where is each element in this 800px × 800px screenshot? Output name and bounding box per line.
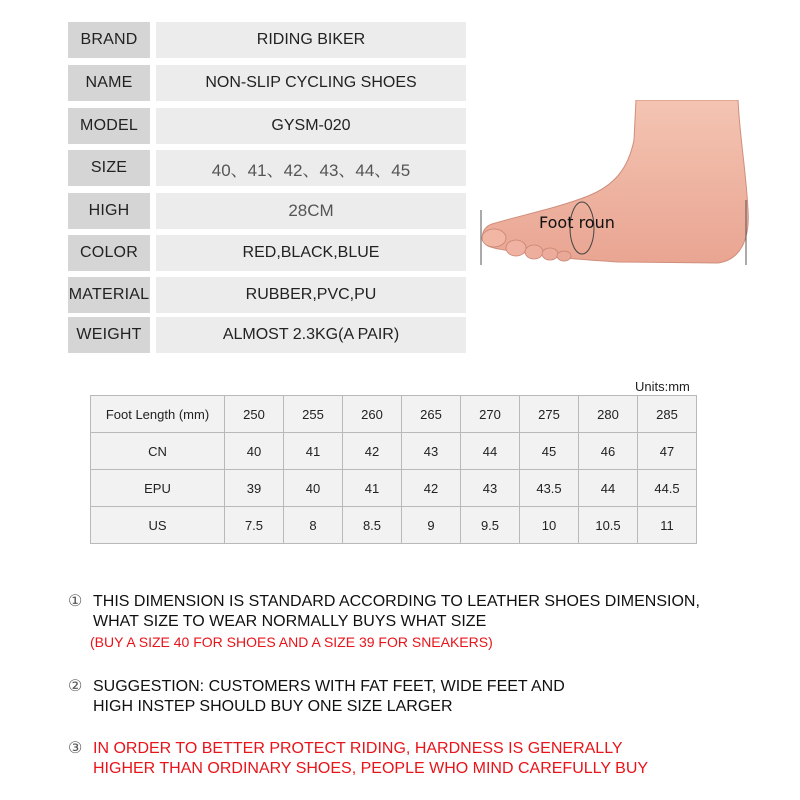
table-cell: 11 bbox=[638, 507, 697, 544]
table-cell: 42 bbox=[343, 433, 402, 470]
note-marker: ② bbox=[68, 678, 83, 695]
table-cell: 45 bbox=[520, 433, 579, 470]
note-line: THIS DIMENSION IS STANDARD ACCORDING TO LEATHER SHOES DIMENSION, bbox=[93, 593, 700, 610]
table-row bbox=[91, 396, 697, 433]
note-2 bbox=[68, 677, 565, 717]
spec-label: COLOR bbox=[68, 235, 150, 271]
table-cell: 9.5 bbox=[461, 507, 520, 544]
table-cell: 43.5 bbox=[520, 470, 579, 507]
spec-value: 40、41、42、43、44、45 bbox=[156, 150, 466, 186]
spec-label: MATERIAL bbox=[68, 277, 150, 313]
foot-illustration bbox=[478, 100, 756, 270]
table-cell: 7.5 bbox=[225, 507, 284, 544]
table-cell: 41 bbox=[343, 470, 402, 507]
table-cell: 285 bbox=[638, 396, 697, 433]
table-cell: 10 bbox=[520, 507, 579, 544]
spec-value: 28CM bbox=[156, 193, 466, 229]
table-cell: 280 bbox=[579, 396, 638, 433]
table-row bbox=[91, 433, 697, 470]
spec-value: GYSM-020 bbox=[156, 108, 466, 144]
note-marker: ① bbox=[68, 593, 83, 610]
foot-round-label: Foot roun bbox=[539, 213, 615, 232]
note-line: HIGH INSTEP SHOULD BUY ONE SIZE LARGER bbox=[93, 698, 453, 715]
table-cell: 9 bbox=[402, 507, 461, 544]
table-row bbox=[91, 507, 697, 544]
note-line: SUGGESTION: CUSTOMERS WITH FAT FEET, WIDE FEET AND bbox=[93, 678, 565, 695]
table-cell: 42 bbox=[402, 470, 461, 507]
spec-value: RUBBER,PVC,PU bbox=[156, 277, 466, 313]
table-cell: 8.5 bbox=[343, 507, 402, 544]
note-line: HIGHER THAN ORDINARY SHOES, PEOPLE WHO MIND CAREFULLY BUY bbox=[93, 760, 649, 777]
spec-label: MODEL bbox=[68, 108, 150, 144]
table-cell: 270 bbox=[461, 396, 520, 433]
note-subnote: (BUY A SIZE 40 FOR SHOES AND A SIZE 39 FOR SNEAKERS) bbox=[90, 634, 493, 650]
table-cell: 255 bbox=[284, 396, 343, 433]
note-marker: ③ bbox=[68, 740, 83, 757]
table-cell: 39 bbox=[225, 470, 284, 507]
spec-value: NON-SLIP CYCLING SHOES bbox=[156, 65, 466, 101]
table-cell: 46 bbox=[579, 433, 638, 470]
note-1 bbox=[68, 592, 700, 652]
table-cell: 260 bbox=[343, 396, 402, 433]
spec-label: HIGH bbox=[68, 193, 150, 229]
spec-label: NAME bbox=[68, 65, 150, 101]
table-row-header: US bbox=[91, 507, 225, 544]
note-line: IN ORDER TO BETTER PROTECT RIDING, HARDNESS IS GENERALLY bbox=[93, 740, 623, 757]
spec-label: SIZE bbox=[68, 150, 150, 186]
spec-label: BRAND bbox=[68, 22, 150, 58]
table-cell: 275 bbox=[520, 396, 579, 433]
table-cell: 44.5 bbox=[638, 470, 697, 507]
table-cell: 47 bbox=[638, 433, 697, 470]
spec-label: WEIGHT bbox=[68, 317, 150, 353]
table-row bbox=[91, 470, 697, 507]
table-row-header: Foot Length (mm) bbox=[91, 396, 225, 433]
units-label: Units:mm bbox=[635, 379, 690, 394]
size-chart-table bbox=[90, 395, 697, 544]
spec-value: RIDING BIKER bbox=[156, 22, 466, 58]
note-3 bbox=[68, 739, 648, 779]
table-cell: 40 bbox=[225, 433, 284, 470]
table-cell: 41 bbox=[284, 433, 343, 470]
table-cell: 250 bbox=[225, 396, 284, 433]
table-cell: 44 bbox=[461, 433, 520, 470]
table-cell: 10.5 bbox=[579, 507, 638, 544]
spec-value: ALMOST 2.3KG(A PAIR) bbox=[156, 317, 466, 353]
table-cell: 44 bbox=[579, 470, 638, 507]
note-line: WHAT SIZE TO WEAR NORMALLY BUYS WHAT SIZE bbox=[93, 613, 487, 630]
table-cell: 40 bbox=[284, 470, 343, 507]
table-cell: 43 bbox=[402, 433, 461, 470]
spec-value: RED,BLACK,BLUE bbox=[156, 235, 466, 271]
table-cell: 265 bbox=[402, 396, 461, 433]
table-row-header: EPU bbox=[91, 470, 225, 507]
table-cell: 43 bbox=[461, 470, 520, 507]
table-row-header: CN bbox=[91, 433, 225, 470]
table-cell: 8 bbox=[284, 507, 343, 544]
